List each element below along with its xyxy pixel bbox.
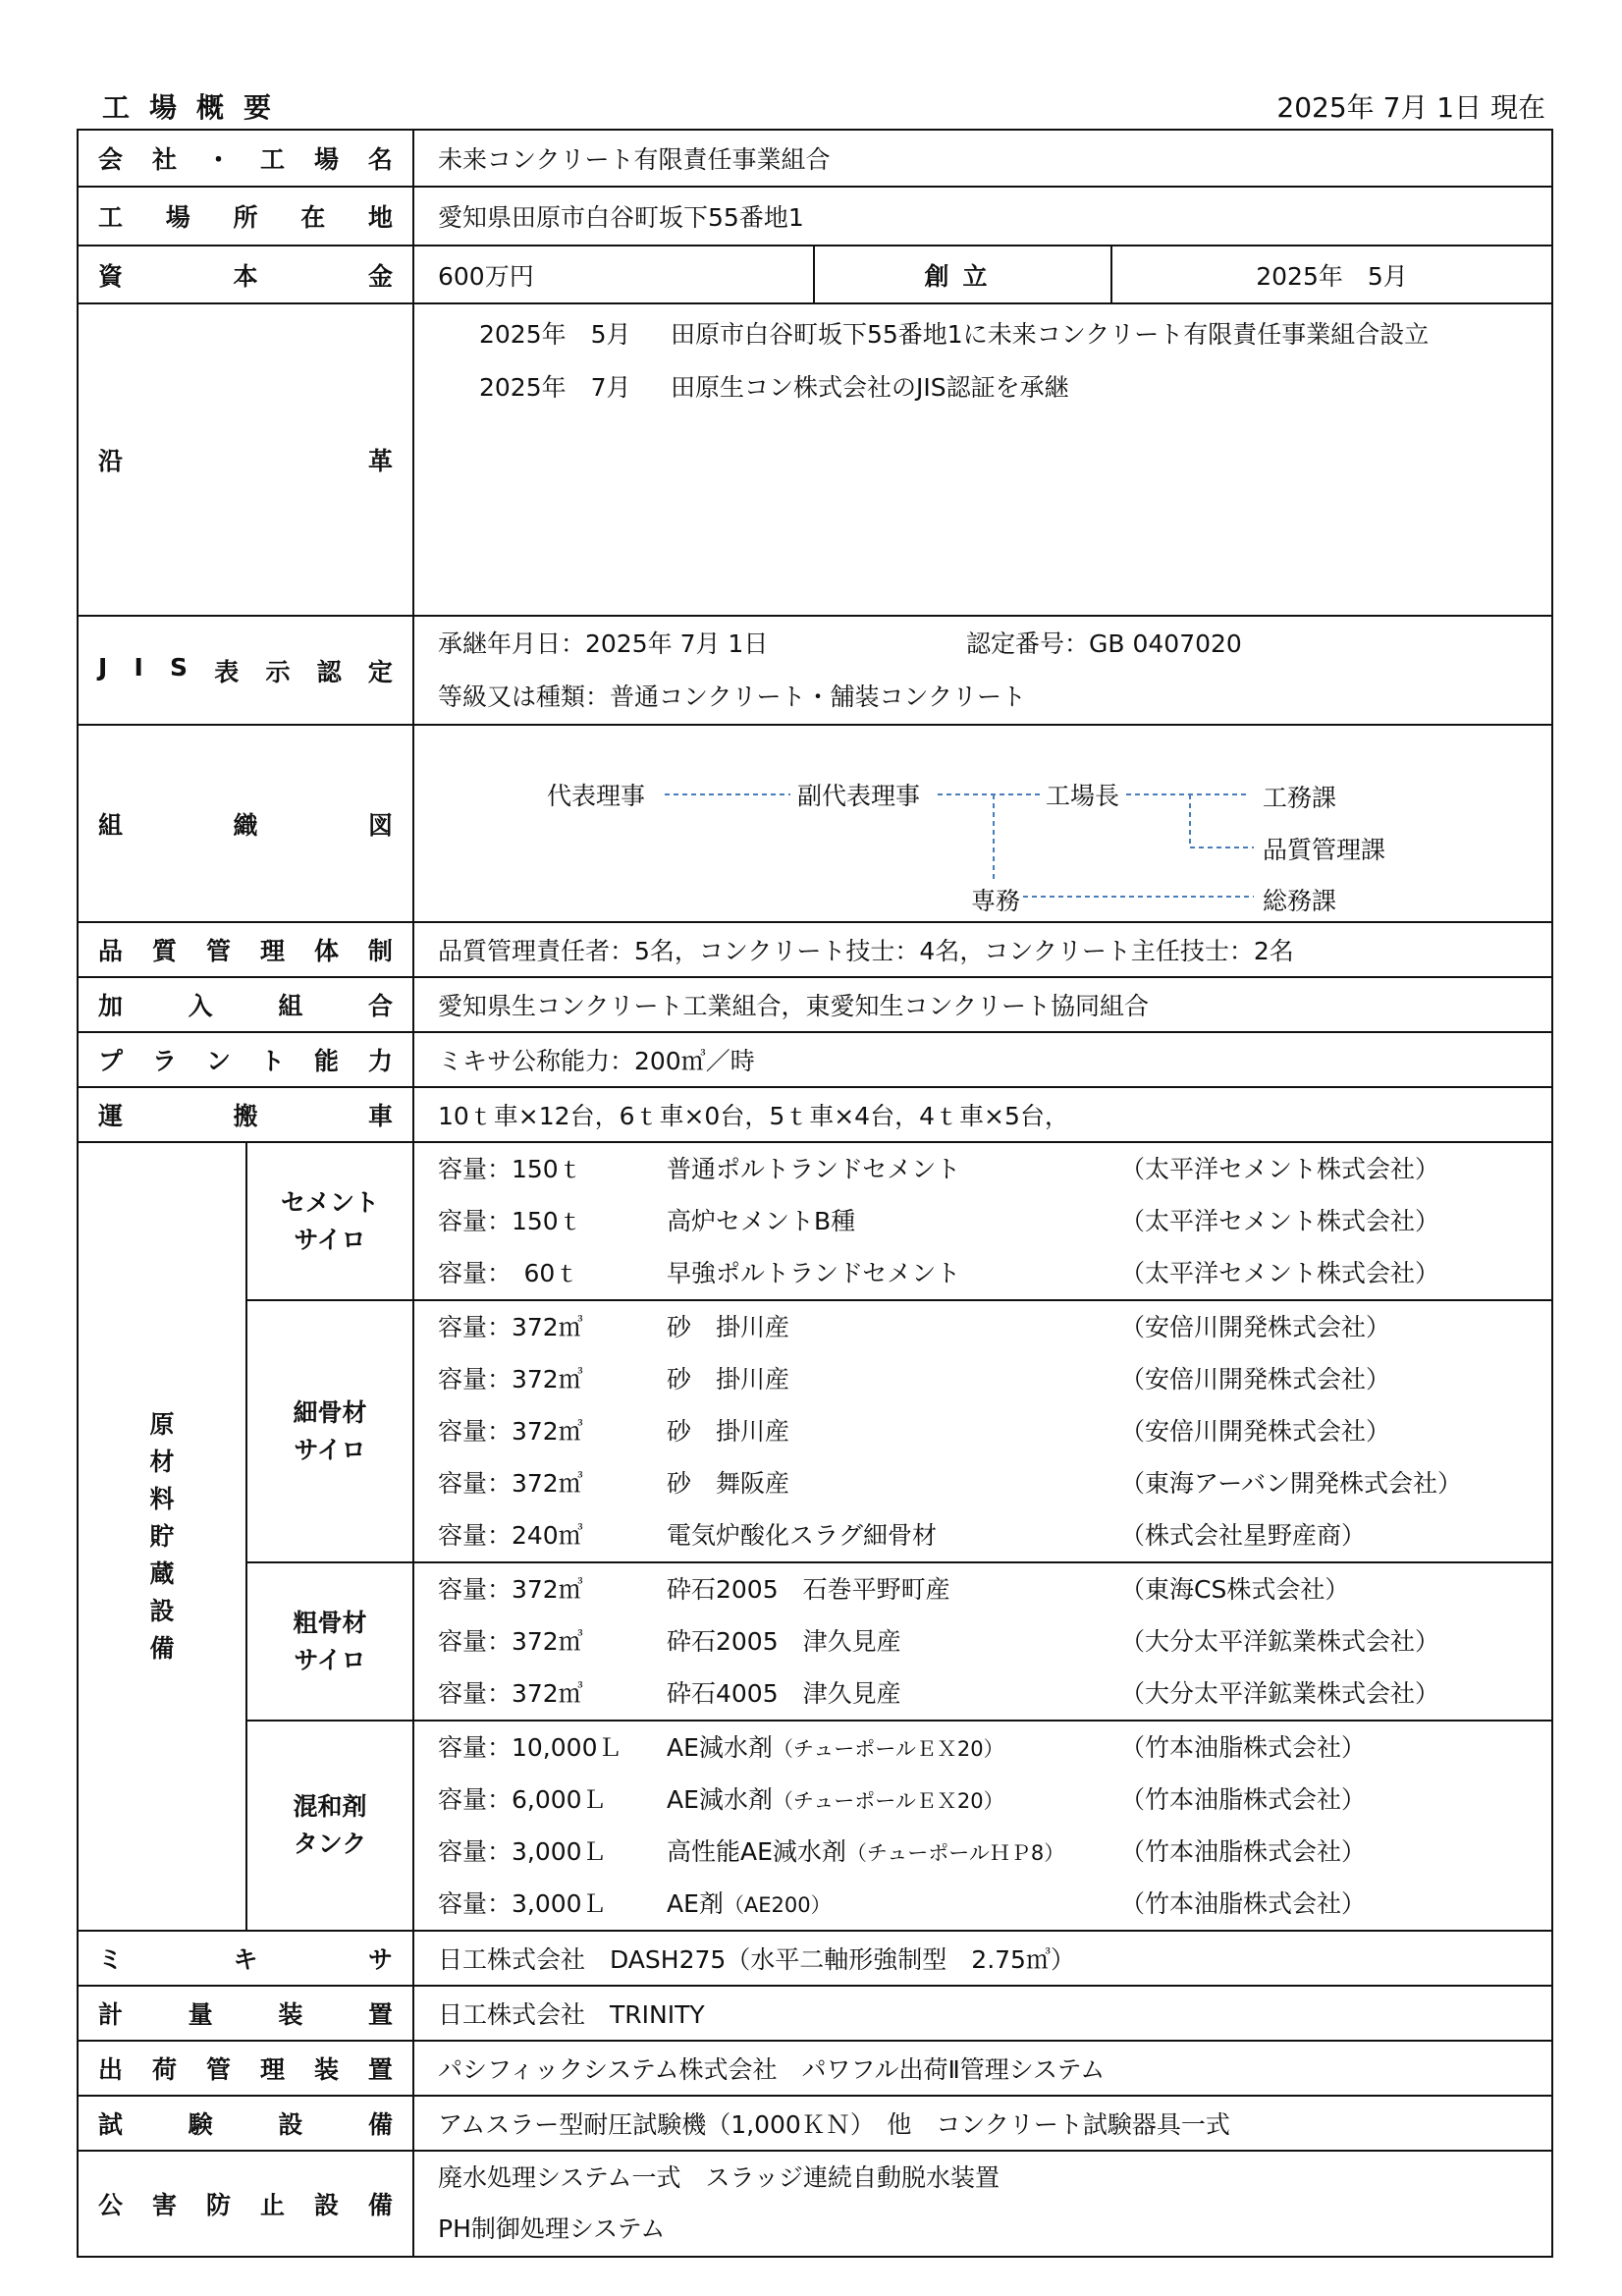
storage-item: 早強ポルトランドセメント xyxy=(667,1259,961,1287)
storage-row xyxy=(438,1615,1551,1667)
row-testing xyxy=(78,2096,1552,2151)
jis-label: J I S 表 示 認 定 xyxy=(78,616,413,725)
storage-capacity: 容量：372㎥ xyxy=(438,1365,583,1394)
company-value: 未来コンクリート有限責任事業組合 xyxy=(413,130,1552,187)
storage-capacity: 容量：240㎥ xyxy=(438,1521,583,1550)
storage-item: 高性能AE減水剤（チューポールＨＰ8） xyxy=(667,1837,1065,1866)
storage-capacity: 容量：3,000Ｌ xyxy=(438,1889,607,1918)
storage-row xyxy=(438,1722,1551,1774)
storage-row xyxy=(438,1667,1551,1720)
org-factory-manager: 工場長 xyxy=(1046,781,1120,810)
storage-item: 砕石4005 津久見産 xyxy=(667,1679,901,1708)
association-label: 加 入 組 合 xyxy=(78,977,413,1032)
org-executive: 専務 xyxy=(971,886,1021,915)
row-weighing xyxy=(78,1986,1552,2041)
storage-label-char: 備 xyxy=(149,1633,175,1663)
storage-label-char: 料 xyxy=(149,1484,175,1513)
storage-item-product: （AE200） xyxy=(723,1893,832,1917)
founded-value: 2025年 5月 xyxy=(1111,246,1552,303)
storage-row xyxy=(438,1878,1551,1930)
storage-label xyxy=(78,1142,246,1931)
storage-row xyxy=(438,1247,1551,1299)
storage-maker: （竹本油脂株式会社） xyxy=(1120,1733,1367,1762)
storage-item: 高炉セメントB種 xyxy=(667,1207,856,1235)
row-pollution xyxy=(78,2151,1552,2257)
factory-overview-table xyxy=(77,129,1553,2258)
shipping-label: 出 荷 管 理 装 置 xyxy=(78,2041,413,2096)
storage-group-rows xyxy=(413,1300,1552,1562)
storage-capacity: 容量：3,000Ｌ xyxy=(438,1837,607,1866)
storage-capacity: 容量：150ｔ xyxy=(438,1207,583,1235)
history-item: 2025年 5月 田原市白谷町坂下55番地1に未来コンクリート有限責任事業組合設立 xyxy=(479,320,1430,349)
capital-label: 資 本 金 xyxy=(78,246,413,303)
as-of-date: 2025年 7月 1日 現在 xyxy=(1276,91,1545,124)
storage-item-product: （チューポールＥＸ20） xyxy=(772,1789,1004,1813)
storage-maker: （竹本油脂株式会社） xyxy=(1120,1889,1367,1918)
row-shipping xyxy=(78,2041,1552,2096)
page-title: 工場概要 xyxy=(102,91,292,124)
jis-date: 承継年月日：2025年 7月 1日 xyxy=(438,629,769,658)
storage-maker: （東海CS株式会社） xyxy=(1120,1575,1350,1604)
row-storage-admixture xyxy=(78,1721,1552,1931)
storage-capacity: 容量：372㎥ xyxy=(438,1313,583,1341)
storage-maker: （株式会社星野産商） xyxy=(1120,1521,1367,1550)
storage-capacity: 容量：10,000Ｌ xyxy=(438,1733,622,1762)
history-label: 沿 革 xyxy=(78,303,413,616)
storage-row xyxy=(438,1143,1551,1195)
storage-item: 電気炉酸化スラグ細骨材 xyxy=(667,1521,938,1550)
row-trucks xyxy=(78,1087,1552,1142)
storage-row xyxy=(438,1353,1551,1405)
row-capital xyxy=(78,246,1552,303)
storage-row xyxy=(438,1774,1551,1826)
storage-capacity: 容量：372㎥ xyxy=(438,1469,583,1498)
row-association xyxy=(78,977,1552,1032)
storage-row xyxy=(438,1195,1551,1247)
history-item: 2025年 7月 田原生コン株式会社のJIS認証を承継 xyxy=(479,373,1069,402)
row-storage-coarse xyxy=(78,1562,1552,1721)
storage-group-rows xyxy=(413,1562,1552,1721)
org-quality: 品質管理課 xyxy=(1263,835,1386,864)
storage-capacity: 容量：150ｔ xyxy=(438,1155,583,1183)
storage-item: 普通ポルトランドセメント xyxy=(667,1155,961,1183)
weighing-label: 計 量 装 置 xyxy=(78,1986,413,2041)
row-quality-system xyxy=(78,922,1552,977)
org-chart xyxy=(413,725,1552,922)
storage-row xyxy=(438,1563,1551,1615)
storage-label-char: 原 xyxy=(149,1409,175,1439)
storage-item: 砂 掛川産 xyxy=(667,1365,790,1394)
storage-capacity: 容量：6,000Ｌ xyxy=(438,1785,607,1814)
storage-item: AE剤（AE200） xyxy=(667,1889,832,1918)
storage-row xyxy=(438,1509,1551,1561)
storage-item: 砂 掛川産 xyxy=(667,1313,790,1341)
mixer-value: 日工株式会社 DASH275（水平二軸形強制型 2.75㎥） xyxy=(413,1931,1552,1986)
jis-value xyxy=(413,616,1552,725)
storage-label-char: 材 xyxy=(149,1447,175,1476)
storage-group-rows xyxy=(413,1142,1552,1300)
quality-system-value: 品質管理責任者：5名，コンクリート技士：4名，コンクリート主任技士：2名 xyxy=(413,922,1552,977)
storage-label-char: 蔵 xyxy=(149,1558,175,1588)
storage-maker: （竹本油脂株式会社） xyxy=(1120,1785,1367,1814)
row-history xyxy=(78,303,1552,616)
quality-system-label: 品 質 管 理 体 制 xyxy=(78,922,413,977)
storage-maker: （安倍川開発株式会社） xyxy=(1120,1365,1391,1394)
trucks-value: 10ｔ車×12台，6ｔ車×0台，5ｔ車×4台，4ｔ車×5台， xyxy=(413,1087,1552,1142)
shipping-value: パシフィックシステム株式会社 パワフル出荷Ⅱ管理システム xyxy=(413,2041,1552,2096)
company-label: 会 社 ・ 工 場 名 xyxy=(78,130,413,187)
storage-item: AE減水剤（チューポールＥＸ20） xyxy=(667,1733,1004,1762)
row-jis xyxy=(78,616,1552,725)
pollution-value: 廃水処理システム一式 スラッジ連続自動脱水装置 PH制御処理システム xyxy=(413,2151,1552,2257)
storage-maker: （大分太平洋鉱業株式会社） xyxy=(1120,1627,1440,1656)
storage-row xyxy=(438,1457,1551,1509)
storage-maker: （大分太平洋鉱業株式会社） xyxy=(1120,1679,1440,1708)
history-list xyxy=(413,303,1552,616)
storage-item: 砕石2005 石巻平野町産 xyxy=(667,1575,950,1604)
storage-row xyxy=(438,1826,1551,1878)
jis-grade: 等級又は種類：普通コンクリート・舗装コンクリート xyxy=(438,682,1027,711)
storage-row xyxy=(438,1301,1551,1353)
storage-maker: （太平洋セメント株式会社） xyxy=(1120,1259,1440,1287)
storage-item: 砂 掛川産 xyxy=(667,1417,790,1446)
row-plant xyxy=(78,1032,1552,1087)
org-label: 組 織 図 xyxy=(78,725,413,922)
row-company xyxy=(78,130,1552,187)
org-representative: 代表理事 xyxy=(547,781,646,810)
storage-capacity: 容量：372㎥ xyxy=(438,1417,583,1446)
location-label: 工 場 所 在 地 xyxy=(78,187,413,246)
location-value: 愛知県田原市白谷町坂下55番地1 xyxy=(413,187,1552,246)
storage-capacity: 容量：372㎥ xyxy=(438,1627,583,1656)
trucks-label: 運 搬 車 xyxy=(78,1087,413,1142)
storage-capacity: 容量：372㎥ xyxy=(438,1575,583,1604)
storage-maker: （竹本油脂株式会社） xyxy=(1120,1837,1367,1866)
pollution-label: 公 害 防 止 設 備 xyxy=(78,2151,413,2257)
testing-value: アムスラー型耐圧試験機（1,000ＫＮ） 他 コンクリート試験器具一式 xyxy=(413,2096,1552,2151)
plant-label: プ ラ ン ト 能 力 xyxy=(78,1032,413,1087)
org-vice: 副代表理事 xyxy=(797,781,921,810)
testing-label: 試 験 設 備 xyxy=(78,2096,413,2151)
storage-capacity: 容量：372㎥ xyxy=(438,1679,583,1708)
row-storage-cement xyxy=(78,1142,1552,1300)
row-location xyxy=(78,187,1552,246)
plant-value: ミキサ公称能力：200㎥／時 xyxy=(413,1032,1552,1087)
storage-group-name: 細骨材 サイロ xyxy=(246,1300,413,1562)
association-value: 愛知県生コンクリート工業組合，東愛知生コンクリート協同組合 xyxy=(413,977,1552,1032)
row-storage-fine xyxy=(78,1300,1552,1562)
storage-group-name: 粗骨材 サイロ xyxy=(246,1562,413,1721)
storage-label-char: 設 xyxy=(149,1596,175,1625)
mixer-label: ミ キ サ xyxy=(78,1931,413,1986)
storage-maker: （安倍川開発株式会社） xyxy=(1120,1417,1391,1446)
storage-item: AE減水剤（チューポールＥＸ20） xyxy=(667,1785,1004,1814)
storage-maker: （太平洋セメント株式会社） xyxy=(1120,1155,1440,1183)
storage-group-name: 混和剤 タンク xyxy=(246,1721,413,1931)
storage-capacity: 容量： 60ｔ xyxy=(438,1259,580,1287)
founded-label: 創立 xyxy=(814,246,1111,303)
org-engineering: 工務課 xyxy=(1263,783,1337,812)
storage-item-product: （チューポールＥＸ20） xyxy=(772,1737,1004,1761)
storage-item: 砕石2005 津久見産 xyxy=(667,1627,901,1656)
storage-label-char: 貯 xyxy=(149,1521,175,1551)
storage-group-name: セメント サイロ xyxy=(246,1142,413,1300)
weighing-value: 日工株式会社 TRINITY xyxy=(413,1986,1552,2041)
org-general: 総務課 xyxy=(1263,886,1337,915)
storage-maker: （東海アーバン開発株式会社） xyxy=(1120,1469,1463,1498)
storage-maker: （太平洋セメント株式会社） xyxy=(1120,1207,1440,1235)
capital-value: 600万円 xyxy=(413,246,814,303)
storage-maker: （安倍川開発株式会社） xyxy=(1120,1313,1391,1341)
storage-group-rows xyxy=(413,1721,1552,1931)
row-mixer xyxy=(78,1931,1552,1986)
storage-item: 砂 舞阪産 xyxy=(667,1469,790,1498)
storage-row xyxy=(438,1405,1551,1457)
jis-number: 認定番号：GB 0407020 xyxy=(966,629,1242,658)
row-org xyxy=(78,725,1552,922)
storage-item-product: （チューポールＨＰ8） xyxy=(845,1841,1065,1865)
